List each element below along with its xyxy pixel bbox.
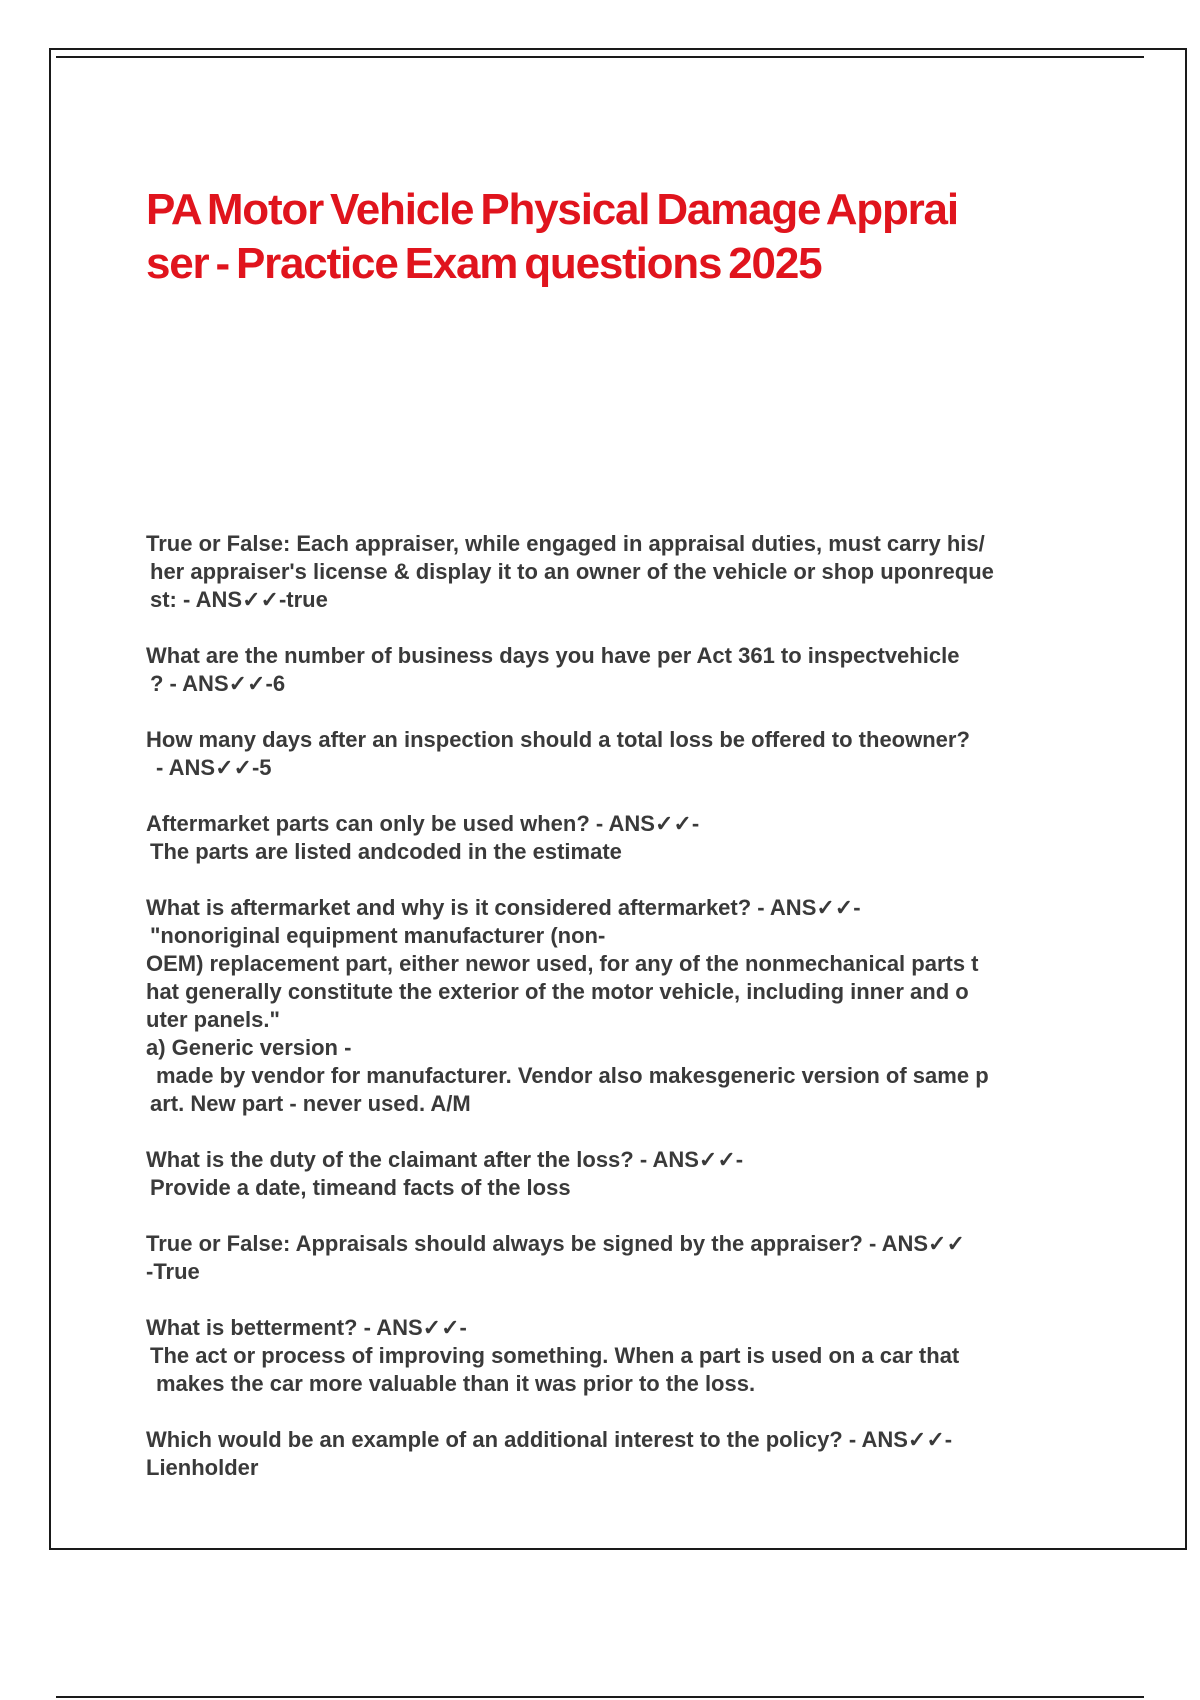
qa-item-license bbox=[146, 530, 1106, 614]
qa-line: -True bbox=[146, 1259, 200, 1284]
qa-line: Lienholder bbox=[146, 1455, 259, 1480]
qa-list bbox=[146, 530, 1106, 1510]
qa-line: "nonoriginal equipment manufacturer (non- bbox=[150, 923, 606, 948]
top-rule bbox=[56, 56, 1144, 58]
qa-line: hat generally constitute the exterior of the motor vehicle, including inner and o bbox=[146, 979, 969, 1004]
qa-item-claimant-duty bbox=[146, 1146, 1106, 1202]
qa-line: uter panels." bbox=[146, 1007, 280, 1032]
qa-line: - ANS✓✓-5 bbox=[156, 755, 272, 780]
qa-line: How many days after an inspection should a total loss be offered to theowner? bbox=[146, 727, 970, 752]
qa-line: True or False: Appraisals should always be signed by the appraiser? - ANS✓✓ bbox=[146, 1231, 965, 1256]
bottom-rule bbox=[56, 1696, 1144, 1698]
qa-line: What is aftermarket and why is it considered aftermarket? - ANS✓✓- bbox=[146, 895, 861, 920]
qa-line: a) Generic version - bbox=[146, 1035, 352, 1060]
qa-line: makes the car more valuable than it was prior to the loss. bbox=[156, 1371, 756, 1396]
title-line-2: ser - Practice Exam questions 2025 bbox=[146, 239, 822, 288]
qa-line: her appraiser's license & display it to an owner of the vehicle or shop uponreque bbox=[150, 559, 994, 584]
qa-line: art. New part - never used. A/M bbox=[150, 1091, 471, 1116]
qa-line: What is betterment? - ANS✓✓- bbox=[146, 1315, 467, 1340]
qa-line: What are the number of business days you have per Act 361 to inspectvehicle bbox=[146, 643, 960, 668]
qa-item-appraisals-signed bbox=[146, 1230, 1106, 1286]
qa-line: OEM) replacement part, either newor used, for any of the nonmechanical parts t bbox=[146, 951, 979, 976]
qa-item-aftermarket-parts bbox=[146, 810, 1106, 866]
qa-line: True or False: Each appraiser, while engaged in appraisal duties, must carry his/ bbox=[146, 531, 985, 556]
qa-item-business-days bbox=[146, 642, 1106, 698]
qa-item-aftermarket-definition bbox=[146, 894, 1106, 1118]
qa-line: made by vendor for manufacturer. Vendor also makesgeneric version of same p bbox=[156, 1063, 989, 1088]
qa-line: Aftermarket parts can only be used when? - ANS✓✓- bbox=[146, 811, 700, 836]
qa-item-total-loss bbox=[146, 726, 1106, 782]
qa-item-betterment bbox=[146, 1314, 1106, 1398]
qa-line: The parts are listed andcoded in the estimate bbox=[150, 839, 622, 864]
title-line-1: PA Motor Vehicle Physical Damage Apprai bbox=[146, 185, 958, 234]
qa-line: Provide a date, timeand facts of the loss bbox=[150, 1175, 571, 1200]
qa-line: Which would be an example of an additional interest to the policy? - ANS✓✓- bbox=[146, 1427, 953, 1452]
document-title bbox=[146, 183, 1066, 291]
qa-line: The act or process of improving something. When a part is used on a car that bbox=[150, 1343, 960, 1368]
qa-item-additional-interest bbox=[146, 1426, 1106, 1482]
qa-line: ? - ANS✓✓-6 bbox=[150, 671, 286, 696]
qa-line: What is the duty of the claimant after the loss? - ANS✓✓- bbox=[146, 1147, 744, 1172]
qa-line: st: - ANS✓✓-true bbox=[150, 587, 328, 612]
